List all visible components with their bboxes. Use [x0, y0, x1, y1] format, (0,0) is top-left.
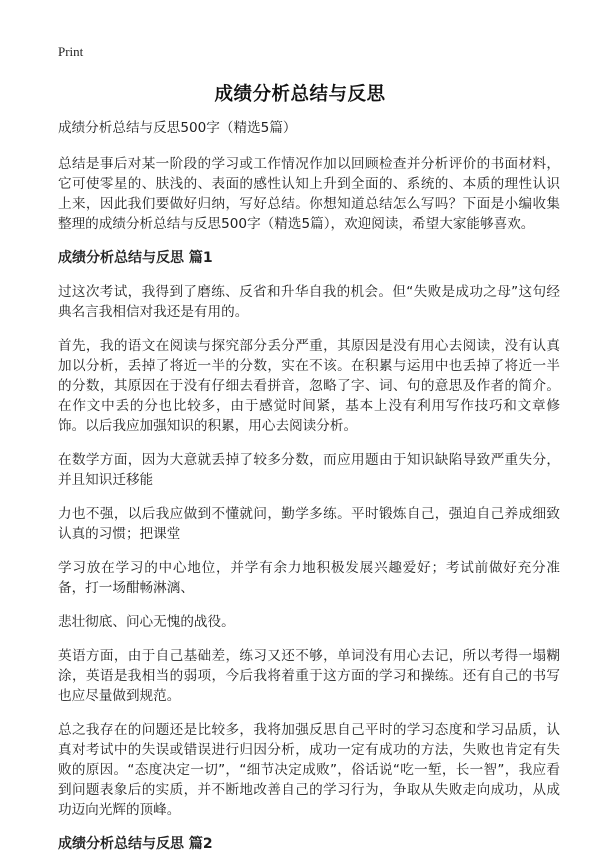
page-title: 成绩分析总结与反思: [214, 84, 386, 105]
document-body: [58, 118, 560, 868]
print-label: Print: [58, 44, 84, 59]
section1-paragraph: 力也不强，以后我应做到不懂就问，勤学多练。平时锻炼自己，强迫自己养成细致认真的习惯；把课堂: [58, 506, 560, 542]
section1-paragraph: 过这次考试，我得到了磨练、反省和升华自我的机会。但“失败是成功之母”这句经典名言我相信对我还是有用的。: [58, 284, 560, 320]
section-heading-2: 成绩分析总结与反思 篇2: [58, 836, 213, 852]
section1-paragraph: 悲壮彻底、问心无愧的战役。: [58, 614, 235, 630]
section-heading-1: 成绩分析总结与反思 篇1: [58, 250, 213, 266]
document-subtitle: 成绩分析总结与反思500字（精选5篇）: [58, 120, 297, 136]
section1-paragraph: 在数学方面，因为大意就丢掉了较多分数，而应用题由于知识缺陷导致严重失分，并且知识迁移能: [58, 452, 560, 488]
section1-paragraph: 首先，我的语文在阅读与探究部分丢分严重，其原因是没有用心去阅读，没有认真加以分析，丢掉了将近一半的分数，实在不该。在积累与运用中也丢掉了将近一半的分数，其原因在于没有仔细去看拼音，忽略了字、词、句的意思及作者的简介。在作文中丢的分也比较多，由于感觉时间紧，基本上没有利用写作技巧和文章修饰。以后我应加强知识的积累，用心去阅读分析。: [58, 338, 560, 434]
section1-paragraph: 学习放在学习的中心地位，并学有余力地积极发展兴趣爱好；考试前做好充分准备，打一场酣畅淋漓、: [58, 560, 560, 596]
section1-paragraph: 英语方面，由于自己基础差，练习又还不够，单词没有用心去记，所以考得一塌糊涂，英语是我相当的弱项，今后我将着重于这方面的学习和操练。还有自己的书写也应尽量做到规范。: [58, 648, 560, 704]
intro-paragraph: 总结是事后对某一阶段的学习或工作情况作加以回顾检查并分析评价的书面材料，它可使零星的、肤浅的、表面的感性认知上升到全面的、系统的、本质的理性认识上来，因此我们要做好归纳，写好总结。你想知道总结怎么写吗？下面是小编收集整理的成绩分析总结与反思500字（精选5篇），欢迎阅读，希望大家能够喜欢。: [58, 156, 560, 232]
section1-paragraph: 总之我存在的问题还是比较多，我将加强反思自己平时的学习态度和学习品质，认真对考试中的失误或错误进行归因分析，成功一定有成功的方法，失败也肯定有失败的原因。“态度决定一切”，“细节决定成败”，俗话说“吃一堑，长一智”，我应看到问题表象后的实质，并不断地改善自己的学习行为，争取从失败走向成功，从成功迈向光辉的顶峰。: [58, 722, 560, 818]
